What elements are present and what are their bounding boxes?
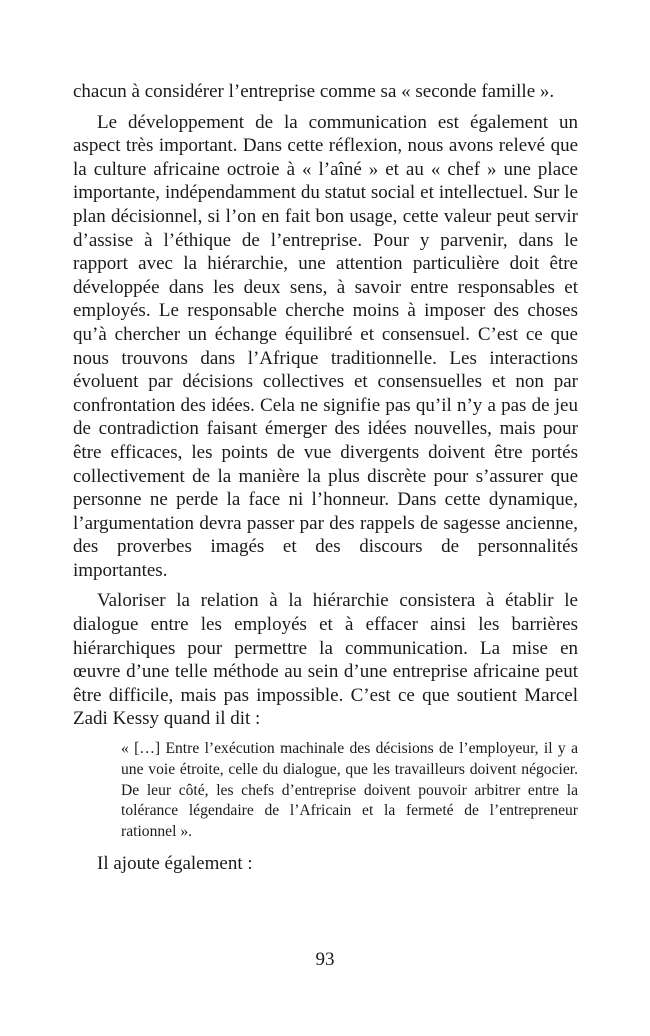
paragraph-communication: Le développement de la communication est également un aspect très important. Dans cette réflexion, nous avons relevé que la culture africaine octroie à « l’aîné » et au « chef » une place importante, indépendamment du statut social et intellectuel. Sur le plan décisionnel, si l’on en fait bon usage, cette valeur peut servir d’assise à l’éthique de l’entreprise. Pour y parvenir, dans le rapport avec la hiérarchie, une attention particulière doit être développée dans les deux sens, à savoir entre responsables et employés. Le responsable cherche moins à imposer des choses qu’à chercher un échange équilibré et consensuel. C’est ce que nous trouvons dans l’Afrique traditionnelle. Les interactions évoluent par décisions collectives et consensuelles et non par confrontation des idées. Cela ne signifie pas qu’il n’y a pas de jeu de contradiction faisant émerger des idées nouvelles, mais pour être efficaces, les points de vue divergents doivent être portés collectivement de la manière la plus discrète pour s’assurer que personne ne perde la face ni l’honneur. Dans cette dynamique, l’argumentation devra passer par des rappels de sagesse ancienne, des proverbes imagés et des discours de personnalités importantes. xyxy=(73,111,578,581)
paragraph-continuation: chacun à considérer l’entreprise comme sa « seconde famille ». xyxy=(73,81,555,102)
page-body xyxy=(73,80,578,876)
block-quote: « […] Entre l’exécution machinale des décisions de l’employeur, il y a une voie étroite, celle du dialogue, que les travailleurs doivent négocier. De leur côté, les chefs d’entreprise doivent pouvoir arbitrer entre la tolérance légendaire de l’Africain et la fermeté de l’entrepreneur rationnel ». xyxy=(121,740,578,841)
paragraph-closing: Il ajoute également : xyxy=(97,853,253,875)
paragraph-hierarchy: Valoriser la relation à la hiérarchie consistera à établir le dialogue entre les employés et à effacer ainsi les barrières hiérarchiques pour permettre la communication. La mise en œuvre d’une telle méthode au sein d’une entreprise africaine peut être difficile, mais pas impossible. C’est ce que soutient Marcel Zadi Kessy quand il dit : xyxy=(73,590,578,730)
page-number: 93 xyxy=(315,949,335,970)
